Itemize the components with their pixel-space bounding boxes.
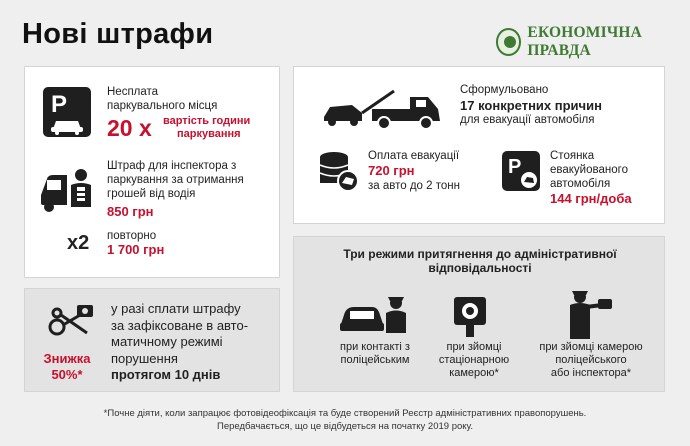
evacuation-line3: для евакуації автомобіля bbox=[460, 114, 595, 126]
evacuation-line1: Сформульовано bbox=[460, 84, 549, 96]
inspector-car-icon bbox=[39, 165, 95, 215]
discount-line5: протягом 10 днів bbox=[111, 367, 221, 382]
inspector-line2: паркування за отримання bbox=[107, 174, 244, 186]
evacuation-line2: 17 конкретних причин bbox=[460, 98, 602, 113]
payment-amount: 720 грн bbox=[368, 163, 415, 178]
mode-2-line2: стаціонарною bbox=[438, 354, 510, 366]
police-car-icon bbox=[338, 293, 412, 337]
repeat-label: повторно bbox=[107, 230, 157, 242]
mode-3-line3: або інспектора* bbox=[550, 367, 632, 379]
evacuation-text bbox=[460, 83, 602, 128]
mode-3-text bbox=[526, 341, 656, 380]
discount-line1: у разі сплати штрафу bbox=[111, 301, 241, 316]
discount-line4: порушення bbox=[111, 350, 178, 366]
parking-lot-line3: автомобіля bbox=[550, 178, 611, 190]
mode-2-line3: камерою* bbox=[449, 367, 499, 379]
parking-lot-amount: 144 грн/доба bbox=[550, 191, 632, 206]
tow-truck-icon bbox=[322, 87, 446, 131]
inspector-amount: 850 грн bbox=[107, 204, 154, 219]
parking-line1: Несплата bbox=[107, 86, 159, 98]
mode-3-line1: при зйомці камерою bbox=[539, 341, 643, 353]
discount-panel bbox=[24, 288, 280, 392]
page-title: Нові штрафи bbox=[22, 18, 214, 50]
footnote bbox=[0, 407, 690, 433]
parking-text bbox=[107, 85, 217, 113]
discount-text bbox=[111, 301, 248, 384]
camera-scissors-icon bbox=[37, 303, 97, 343]
inspector-line3: грошей від водія bbox=[107, 188, 196, 200]
evacuation-panel bbox=[293, 66, 665, 224]
footnote-line1: *Почне діяти, коли запрацює фотовідеофіксація та буде створений Реєстр адміністративних правопорушень. bbox=[103, 408, 587, 419]
inspector-line1: Штраф для інспектора з bbox=[107, 160, 237, 172]
discount-badge-line2: 50%* bbox=[51, 367, 83, 382]
inspector-text bbox=[107, 159, 244, 201]
discount-line3: матичному режимі bbox=[111, 334, 223, 349]
brand-logo bbox=[496, 24, 690, 60]
discount-badge bbox=[41, 351, 93, 383]
logo-icon bbox=[496, 28, 521, 56]
modes-title bbox=[294, 247, 666, 275]
mode-1-text bbox=[322, 341, 428, 367]
modes-panel bbox=[293, 236, 665, 392]
svg-text:P: P bbox=[508, 156, 522, 178]
payment-line2: за авто до 2 тонн bbox=[368, 180, 460, 192]
payment-text bbox=[368, 149, 460, 193]
officer-camera-icon bbox=[562, 287, 614, 341]
parking-multiplier: 20 x bbox=[107, 115, 152, 141]
footnote-line2: Передбачається, що це відбудеться на початку 2019 року. bbox=[217, 421, 473, 432]
mode-2-text bbox=[426, 341, 522, 380]
parking-cost-line2: паркування bbox=[177, 128, 241, 140]
parking-lot-text bbox=[550, 149, 632, 207]
parking-line2: паркувального місця bbox=[107, 100, 218, 112]
logo-text: ЕКОНОМІЧНА ПРАВДА bbox=[527, 24, 643, 59]
mode-1-line2: поліцейським bbox=[340, 354, 410, 366]
fixed-camera-icon bbox=[450, 293, 498, 339]
parking-sign-icon bbox=[43, 87, 91, 137]
parking-cost-line1: вартість години bbox=[163, 115, 251, 127]
discount-badge-line1: Знижка bbox=[43, 351, 91, 366]
parking-lot-line1: Стоянка bbox=[550, 150, 595, 162]
modes-title-line1: Три режими притягнення до адміністративної bbox=[343, 247, 617, 261]
payment-line1: Оплата евакуації bbox=[368, 150, 460, 162]
parking-lot-line2: евакуйованого bbox=[550, 164, 628, 176]
repeat-multiplier: x2 bbox=[67, 232, 90, 254]
fines-panel bbox=[24, 66, 280, 278]
repeat-amount: 1 700 грн bbox=[107, 242, 165, 257]
modes-title-line2: відповідальності bbox=[428, 261, 532, 275]
coins-icon bbox=[318, 151, 358, 193]
discount-line2: за зафіксоване в авто- bbox=[111, 317, 249, 333]
mode-2-line1: при зйомці bbox=[446, 341, 502, 353]
parking-lot-icon bbox=[502, 151, 540, 191]
mode-1-line1: при контакті з bbox=[340, 341, 410, 353]
svg-text:P: P bbox=[51, 91, 68, 118]
mode-3-line2: поліцейського bbox=[555, 354, 627, 366]
parking-cost bbox=[163, 115, 250, 141]
